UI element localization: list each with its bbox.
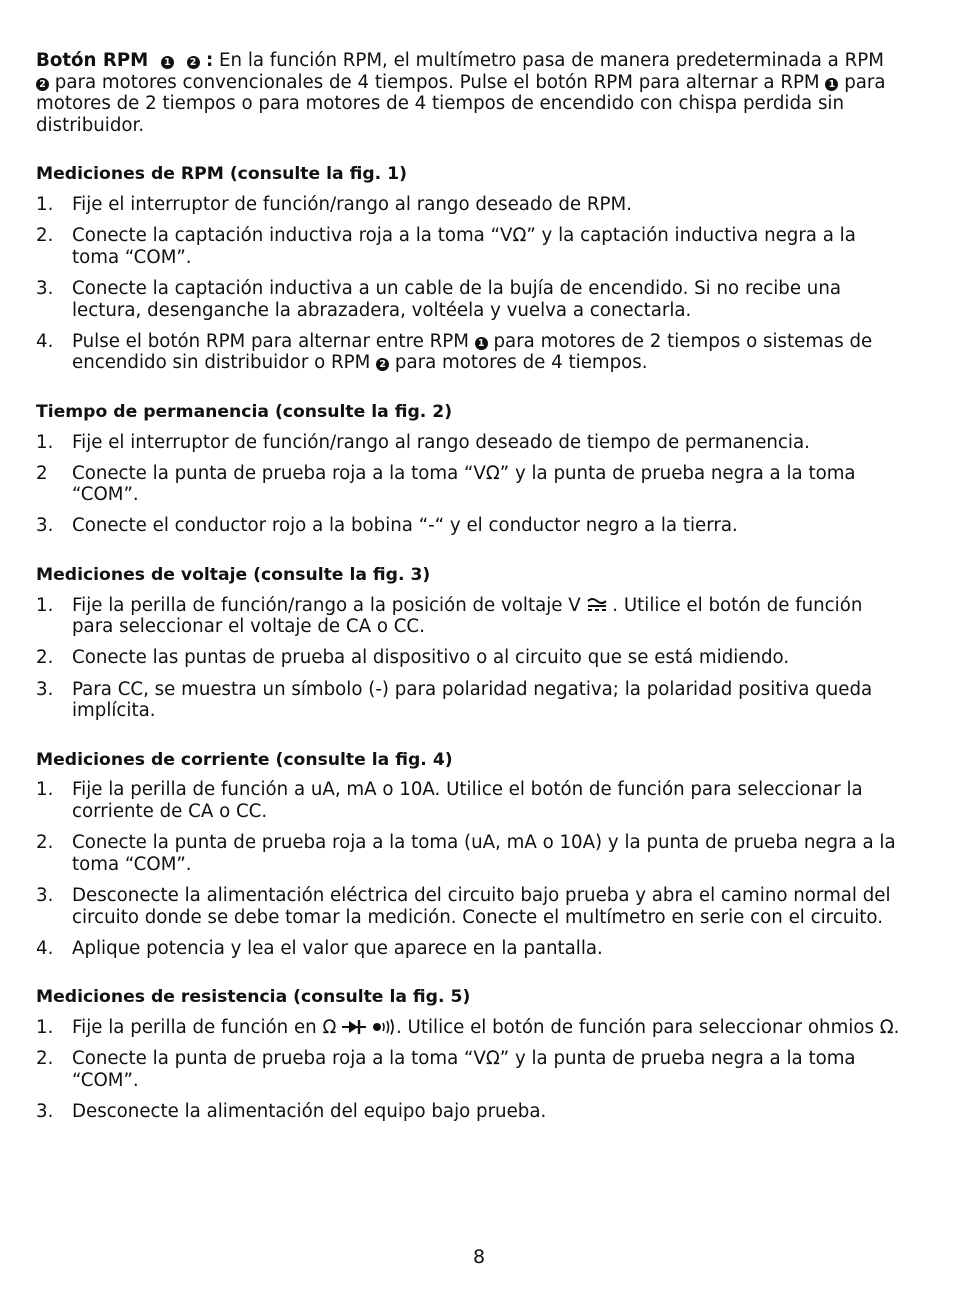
list-item: [36, 463, 902, 506]
step-text-c: para motores de 4 tiempos.: [394, 352, 648, 374]
step-text: Desconecte la alimentación del equipo bajo prueba.: [72, 1100, 547, 1122]
section-title-voltage: Mediciones de voltaje (consulte la fig. 3): [36, 565, 431, 586]
list-item: [36, 779, 902, 822]
list-item: [36, 679, 902, 722]
badge-one-icon: 1: [825, 78, 838, 91]
step-number: 3.: [36, 515, 54, 537]
step-text-b: . Utilice el botón de función para seleccionar el voltaje de CA o CC.: [72, 594, 863, 638]
step-number: 3.: [36, 678, 54, 700]
diode-icon: [342, 1019, 366, 1035]
step-number: 2: [36, 462, 48, 484]
step-number: 1.: [36, 1016, 54, 1038]
badge-two-icon: 2: [36, 78, 49, 91]
badge-two-icon: 2: [376, 358, 389, 371]
step-text: Conecte la punta de prueba roja a la toma (uA, mA o 10A) y la punta de prueba negra a la toma “COM”.: [72, 832, 896, 875]
step-text: Fije la perilla de función a uA, mA o 10A. Utilice el botón de función para seleccionar la corriente de CA o CC.: [72, 779, 863, 822]
manual-page: [36, 50, 902, 1123]
step-text: Conecte la punta de prueba roja a la toma “VΩ” y la punta de prueba negra a la toma “COM”.: [72, 1048, 856, 1091]
list-item: [36, 432, 902, 454]
step-number: 3.: [36, 884, 54, 906]
badge-two-icon: 2: [187, 56, 200, 69]
list-item: [36, 938, 902, 960]
list-item: [36, 1048, 902, 1091]
step-number: 4.: [36, 330, 54, 352]
rpm-steps: [36, 194, 902, 374]
current-steps: [36, 779, 902, 959]
resistance-steps: [36, 1017, 902, 1123]
list-item: [36, 595, 902, 638]
step-number: 2.: [36, 832, 54, 854]
list-item: [36, 1017, 902, 1039]
list-item: [36, 1101, 902, 1123]
step-number: 1.: [36, 594, 54, 616]
step-text: Fije el interruptor de función/rango al rango deseado de tiempo de permanencia.: [72, 431, 810, 453]
badge-one-icon: 1: [475, 337, 488, 350]
list-item: [36, 194, 902, 216]
rpm-button-intro: [36, 50, 902, 136]
list-item: [36, 515, 902, 537]
step-number: 1.: [36, 193, 54, 215]
step-text: Conecte la captación inductiva roja a la toma “VΩ” y la captación inductiva negra a la toma “COM”.: [72, 225, 856, 268]
ac-dc-voltage-icon: [587, 597, 607, 613]
step-number: 1.: [36, 779, 54, 801]
step-text: Aplique potencia y lea el valor que aparece en la pantalla.: [72, 937, 603, 959]
list-item: [36, 331, 902, 374]
list-item: [36, 278, 902, 321]
intro-text-a: En la función RPM, el multímetro pasa de manera predeterminada a RPM: [219, 50, 884, 71]
step-number: 3.: [36, 1100, 54, 1122]
step-text: Conecte las puntas de prueba al dispositivo o al circuito que se está midiendo.: [72, 647, 790, 669]
step-number: 2.: [36, 647, 54, 669]
step-text-a: Pulse el botón RPM para alternar entre RPM: [72, 330, 469, 352]
list-item: [36, 885, 902, 928]
step-number: 4.: [36, 937, 54, 959]
voltage-steps: [36, 595, 902, 722]
step-text: Conecte el conductor rojo a la bobina “-“ y el conductor negro a la tierra.: [72, 515, 738, 537]
intro-label: Botón RPM 1 2 :: [36, 50, 214, 71]
intro-text-c: para motores de 2 tiempos o para motores de 4 tiempos de encendido con chispa perdida sin distribuidor.: [36, 71, 886, 136]
step-number: 1.: [36, 431, 54, 453]
step-text: Conecte la punta de prueba roja a la toma “VΩ” y la punta de prueba negra a la toma “COM”.: [72, 462, 856, 506]
badge-one-icon: 1: [161, 56, 174, 69]
step-text-a: Fije la perilla de función en Ω: [72, 1016, 337, 1038]
intro-text-b: para motores convencionales de 4 tiempos. Pulse el botón RPM para alternar a RPM: [54, 71, 820, 93]
step-number: 2.: [36, 225, 54, 247]
step-text: Conecte la captación inductiva a un cable de la bujía de encendido. Si no recibe una lectura, desenganche la abrazadera, voltéela y vuelva a conectarla.: [72, 277, 841, 321]
list-item: [36, 225, 902, 268]
step-text-a: Fije la perilla de función/rango a la posición de voltaje V: [72, 594, 581, 616]
continuity-beeper-icon: [372, 1019, 396, 1035]
page-number: 8: [472, 1246, 486, 1268]
dwell-steps: [36, 432, 902, 538]
section-title-rpm: Mediciones de RPM (consulte la fig. 1): [36, 164, 407, 185]
step-text: Para CC, se muestra un símbolo (-) para polaridad negativa; la polaridad positiva queda implícita.: [72, 678, 873, 722]
step-text: Desconecte la alimentación eléctrica del circuito bajo prueba y abra el camino normal del circuito donde se debe tomar la medición. Conecte el multímetro en serie con el circuito.: [72, 884, 891, 928]
step-number: 3.: [36, 277, 54, 299]
section-title-resistance: Mediciones de resistencia (consulte la fig. 5): [36, 987, 471, 1008]
list-item: [36, 832, 902, 875]
step-text-b: . Utilice el botón de función para seleccionar ohmios Ω.: [395, 1016, 900, 1038]
step-text-b: para motores de 2 tiempos o sistemas de encendido sin distribuidor o RPM: [72, 330, 873, 374]
list-item: [36, 647, 902, 669]
section-title-current: Mediciones de corriente (consulte la fig. 4): [36, 749, 453, 770]
step-number: 2.: [36, 1048, 54, 1070]
section-title-dwell: Tiempo de permanencia (consulte la fig. 2): [36, 401, 453, 422]
step-text: Fije el interruptor de función/rango al rango deseado de RPM.: [72, 193, 632, 215]
